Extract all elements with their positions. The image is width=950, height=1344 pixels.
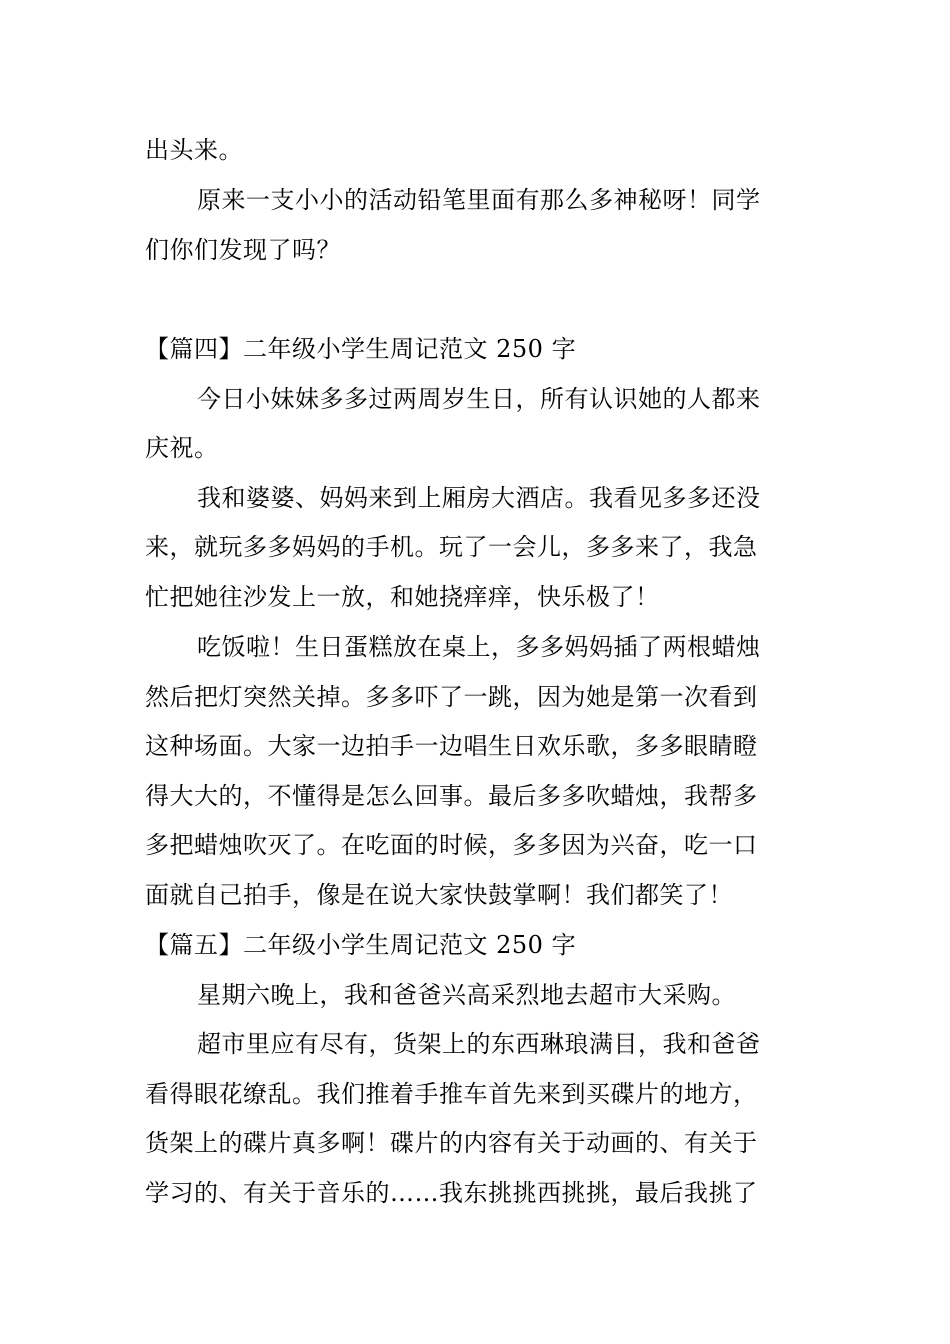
paragraph-line: 然后把灯突然关掉。多多吓了一跳，因为她是第一次看到 <box>145 683 758 711</box>
paragraph-line: 多把蜡烛吹灭了。在吃面的时候，多多因为兴奋，吃一口 <box>145 831 758 859</box>
paragraph-line: 原来一支小小的活动铅笔里面有那么多神秘呀！同学 <box>197 186 761 214</box>
paragraph-line: 这种场面。大家一边拍手一边唱生日欢乐歌，多多眼睛瞪 <box>145 732 758 760</box>
paragraph-line: 忙把她往沙发上一放，和她挠痒痒，快乐极了！ <box>145 583 660 611</box>
paragraph-line: 庆祝。 <box>145 434 219 462</box>
paragraph-line: 超市里应有尽有，货架上的东西琳琅满目，我和爸爸 <box>197 1030 761 1058</box>
paragraph-line: 得大大的，不懂得是怎么回事。最后多多吹蜡烛，我帮多 <box>145 782 758 810</box>
paragraph-line: 吃饭啦！生日蛋糕放在桌上，多多妈妈插了两根蜡烛 <box>197 633 761 661</box>
section-heading: 【篇四】二年级小学生周记范文 250 字 <box>145 335 577 363</box>
paragraph-line: 星期六晚上，我和爸爸兴高采烈地去超市大采购。 <box>197 981 736 1009</box>
paragraph-line: 今日小妹妹多多过两周岁生日，所有认识她的人都来 <box>197 385 761 413</box>
paragraph-line: 学习的、有关于音乐的……我东挑挑西挑挑，最后我挑了 <box>145 1179 758 1207</box>
paragraph-line: 们你们发现了吗？ <box>145 236 341 264</box>
paragraph-line: 出头来。 <box>145 136 243 164</box>
paragraph-line: 我和婆婆、妈妈来到上厢房大酒店。我看见多多还没 <box>197 484 761 512</box>
paragraph-line: 看得眼花缭乱。我们推着手推车首先来到买碟片的地方， <box>145 1080 758 1108</box>
section-heading: 【篇五】二年级小学生周记范文 250 字 <box>145 931 577 959</box>
paragraph-line: 面就自己拍手，像是在说大家快鼓掌啊！我们都笑了！ <box>145 881 733 909</box>
paragraph-line: 货架上的碟片真多啊！碟片的内容有关于动画的、有关于 <box>145 1129 758 1157</box>
paragraph-line: 来，就玩多多妈妈的手机。玩了一会儿，多多来了，我急 <box>145 533 758 561</box>
